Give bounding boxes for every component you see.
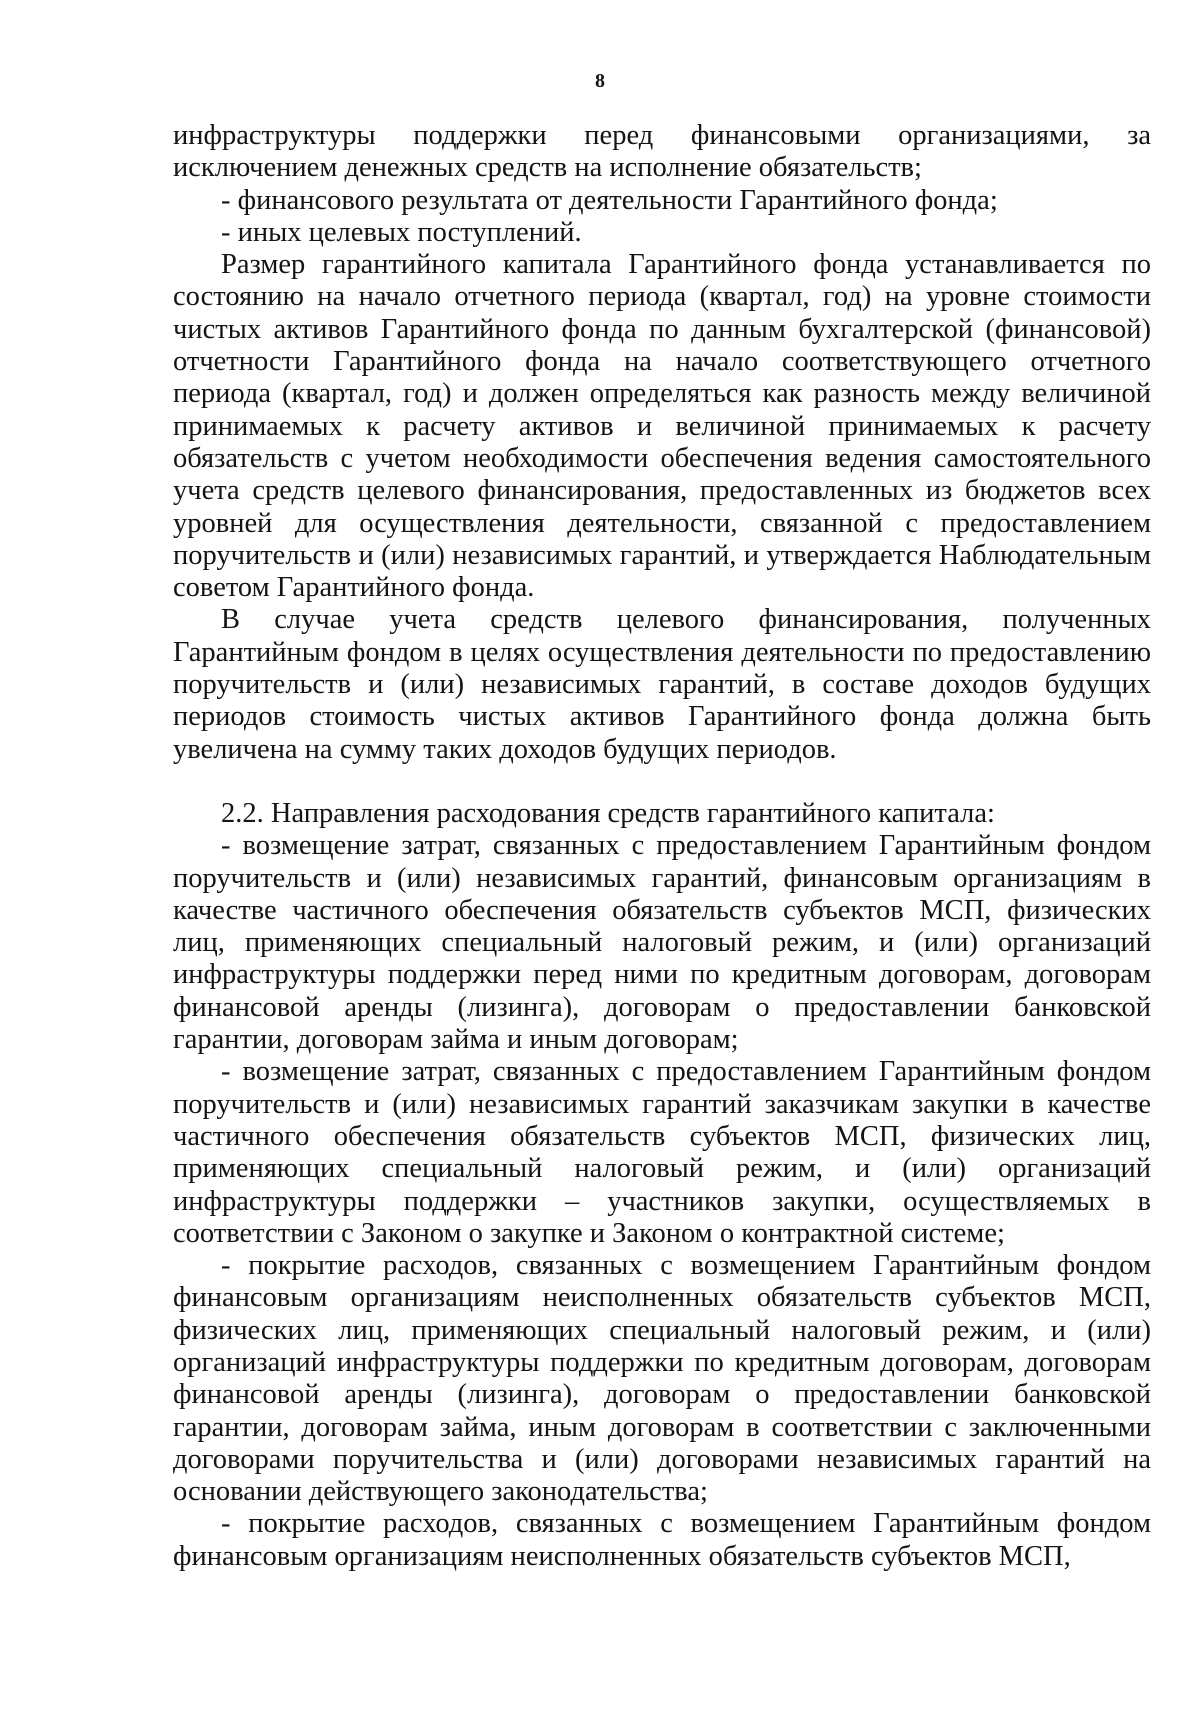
page-number: 8 [595, 70, 605, 92]
paragraph-capital-size: Размер гарантийного капитала Гарантийного фонда устанавливается по состоянию на начало отчетного периода (квартал, год) на уровне стоимости чистых активов Гарантийного фонда по данным бухгалтерской (финансовой) отчетности Гарантийного фонда на начало соответствующего отчетного периода (квартал, год) и должен определяться как разность между величиной принимаемых к расчету активов и величиной принимаемых к расчету обязательств с учетом необходимости обеспечения ведения самостоятельного учета средств целевого финансирования, предоставленных из бюджетов всех уровней для осуществления деятельности, связанной с предоставлением поручительств и (или) независимых гарантий, и утверждается Наблюдательным советом Гарантийного фонда. [173, 249, 1151, 604]
paragraph-continuation: инфраструктуры поддержки перед финансовыми организациями, за исключением денежных средств на исполнение обязательств; [173, 120, 1151, 184]
list-item-expense-4: - покрытие расходов, связанных с возмещением Гарантийным фондом финансовым организациям неисполненных обязательств субъектов МСП, [173, 1508, 1151, 1572]
list-item-expense-2: - возмещение затрат, связанных с предоставлением Гарантийным фондом поручительств и (или) независимых гарантий заказчикам закупки в качестве частичного обеспечения обязательств субъектов МСП, физических лиц, применяющих специальный налоговый режим, и (или) организаций инфраструктуры поддержки – участников закупки, осуществляемых в соответствии с Законом о закупке и Законом о контрактной системе; [173, 1056, 1151, 1249]
list-item-expense-3: - покрытие расходов, связанных с возмещением Гарантийным фондом финансовым организациям неисполненных обязательств субъектов МСП, физических лиц, применяющих специальный налоговый режим, и (или) организаций инфраструктуры поддержки по кредитным договорам, договорам финансовой аренды (лизинга), договорам о предоставлении банковской гарантии, договорам займа, иным договорам в соответствии с заключенными договорами поручительства и (или) договорами независимых гарантий на основании действующего законодательства; [173, 1250, 1151, 1508]
document-body [173, 120, 1151, 1573]
list-item-expense-1: - возмещение затрат, связанных с предоставлением Гарантийным фондом поручительств и (или) независимых гарантий, финансовым организациям в качестве частичного обеспечения обязательств субъектов МСП, физических лиц, применяющих специальный налоговый режим, и (или) организаций инфраструктуры поддержки перед ними по кредитным договорам, договорам финансовой аренды (лизинга), договорам о предоставлении банковской гарантии, договорам займа и иным договорам; [173, 830, 1151, 1056]
section-heading-2-2: 2.2. Направления расходования средств гарантийного капитала: [221, 797, 995, 829]
list-item-financial-result: - финансового результата от деятельности Гарантийного фонда; [221, 184, 998, 216]
paragraph-target-funding: В случае учета средств целевого финансирования, полученных Гарантийным фондом в целях осуществления деятельности по предоставлению поручительств и (или) независимых гарантий, в составе доходов будущих периодов стоимость чистых активов Гарантийного фонда должна быть увеличена на сумму таких доходов будущих периодов. [173, 604, 1151, 765]
list-item-other-receipts: - иных целевых поступлений. [221, 216, 582, 248]
